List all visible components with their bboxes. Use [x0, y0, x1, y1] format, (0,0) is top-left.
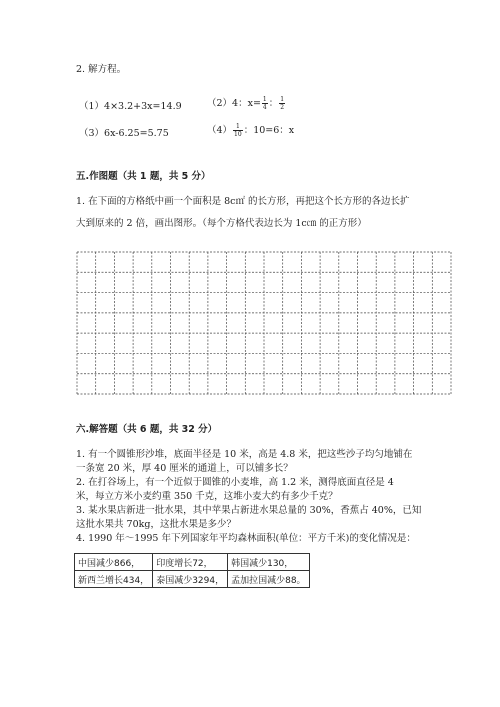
- section-5-question-line-2: 大到原来的 2 倍，画出图形。（每个方格代表边长为 1c㎝ 的正方形）: [76, 218, 367, 229]
- equation-4-prefix: （4）: [207, 125, 233, 136]
- table-cell: 泰国减少3294，: [153, 571, 228, 588]
- equation-4-fraction: $\frac{1}{10}$: [234, 123, 242, 138]
- equation-2-fraction-1: $\frac{1}{4}$: [262, 96, 267, 111]
- forest-area-table: [74, 553, 310, 588]
- section-6-line: 米，每立方米小麦约重 350 千克，这堆小麦大约有多少千克？: [76, 491, 338, 502]
- question-2-title: 2. 解方程。: [76, 64, 127, 75]
- section-6-line: 这批水果共 70kg，这批水果是多少？: [76, 519, 236, 530]
- section-6-line: 1. 有一个圆锥形沙堆，底面半径是 10 米，高是 4.8 米，把这些沙子均匀地铺在: [76, 449, 413, 460]
- section-6-line: 3. 某水果店新进一批水果，其中苹果占新进水果总量的 30%，香蕉占 40%，已知: [76, 505, 422, 516]
- section-6-heading: 六.解答题（共 6 题，共 32 分）: [76, 424, 218, 435]
- section-6-line: 一条宽 20 米，厚 40 厘米的通道上，可以铺多长？: [76, 463, 293, 474]
- equation-3: （3）6x-6.25=5.75: [79, 128, 169, 139]
- table-cell: 中国减少866，: [75, 554, 153, 571]
- graph-paper-grid[interactable]: [76, 251, 452, 395]
- table-cell: 孟加拉国减少88。: [228, 571, 309, 588]
- equation-4-suffix: ：10=6：x: [243, 125, 295, 136]
- table-row: [75, 554, 310, 571]
- section-6-line: 2. 在打谷场上，有一个近似于圆锥的小麦堆，高 1.2 米，测得底面直径是 4: [76, 477, 394, 488]
- section-5-heading: 五.作图题（共 1 题，共 5 分）: [76, 171, 211, 182]
- equation-2-fraction-2: $\frac{1}{2}$: [280, 96, 285, 111]
- equation-4: [207, 122, 294, 138]
- section-5-question-line-1: 1. 在下面的方格纸中画一个面积是 8c㎡ 的长方形，再把这个长方形的各边长扩: [76, 196, 410, 207]
- equation-2-colon: ：: [268, 98, 279, 109]
- table-cell: 新西兰增长434，: [75, 571, 153, 588]
- table-row: [75, 571, 310, 588]
- equation-1: （1）4×3.2+3x=14.9: [79, 101, 182, 112]
- section-6-line: 4. 1990 年～1995 年下列国家年平均森林面积(单位：平方千米)的变化情况是：: [76, 533, 416, 544]
- equation-2-prefix: （2）4：x=: [207, 98, 261, 109]
- table-cell: 印度增长72，: [153, 554, 228, 571]
- equation-2: [207, 95, 286, 111]
- table-cell: 韩国减少130，: [228, 554, 309, 571]
